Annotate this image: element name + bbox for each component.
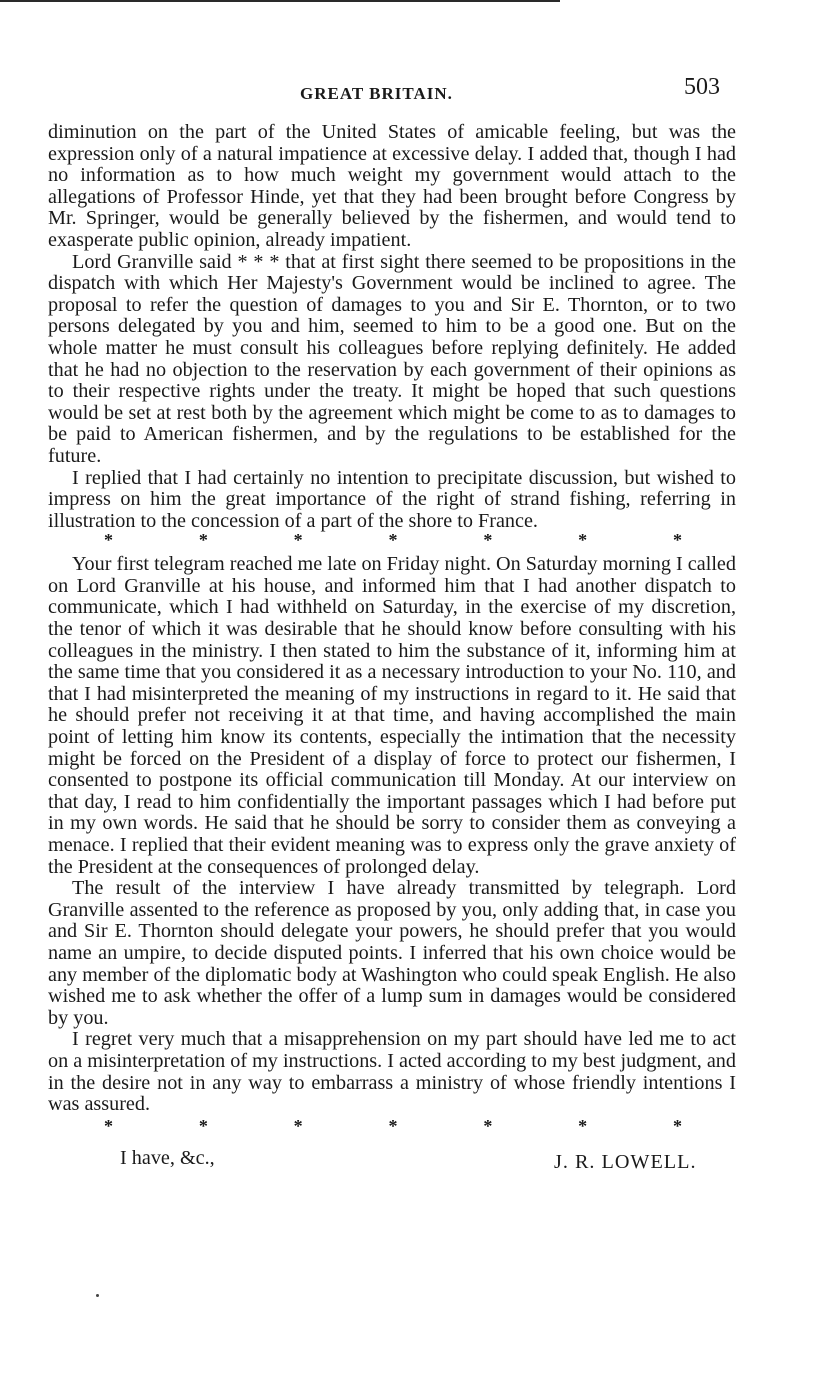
valediction: I have, &c., (120, 1146, 215, 1169)
asterisk: * (483, 530, 493, 551)
asterisk: * (483, 1115, 493, 1136)
letter-body (48, 122, 736, 1182)
asterisk-separator (48, 530, 736, 550)
paragraph: Lord Granville said * * * that at first sight there seemed to be propositions in the dispatch with which Her Majesty's Government would be inclined to agree. The proposal to refer the question of damages to you and Sir E. Thornton, or to two persons delegated by you and him, seemed to him to be a good one. But on the whole matter he must consult his colleagues before replying definitely. He added that he had no objection to the reservation by each government of their opinions as to their respective rights under the treaty. It might be hoped that such questions would be set at rest both by the agreement which might be come to as to damages to be paid to American fishermen, and by the regulations to be established for the future. (48, 250, 736, 467)
asterisk: * (104, 530, 113, 551)
asterisk: * (293, 1115, 303, 1136)
asterisk: * (198, 530, 208, 551)
signature: J. R. LOWELL. (554, 1150, 697, 1173)
paragraph: I regret very much that a misapprehension on my part should have led me to act on a misinterpretation of my instructions. I acted according to my best judgment, and in the desire not in any way to embarrass a ministry of whose friendly intentions I was assured. (48, 1028, 736, 1116)
paragraph-continued: diminution on the part of the United States of amicable feeling, but was the expression only of a natural impatience at excessive delay. I added that, though I had no information as to how much weight my government would attach to the allegations of Professor Hinde, yet that they had been brought before Congress by Mr. Springer, would be generally believed by the fishermen, and would tend to exasperate public opinion, already impatient. (48, 121, 736, 251)
asterisk: * (578, 1115, 588, 1136)
paragraph: Your first telegram reached me late on Friday night. On Saturday morning I called on Lord Granville at his house, and informed him that I had another dispatch to communicate, which I had withheld on Saturday, in the exercise of my discretion, the tenor of which it was desirable that he should know before consulting with his colleagues in the ministry. I then stated to him the substance of it, informing him at the same time that you considered it as a necessary introduction to your No. 110, and that I had misinterpreted the meaning of my instructions in regard to it. He said that he should prefer not receiving it at that time, and having accomplished the main point of letting him know its contents, especially the intimation that the necessity might be forced on the President of a display of force to protect our fishermen, I consented to postpone its official communication till Monday. At our interview on that day, I read to him confidentially the important passages which I had before put in my own words. He said that he should be sorry to consider them as conveying a menace. I replied that their evident meaning was to express only the grave anxiety of the President at the consequences of prolonged delay. (48, 553, 736, 878)
asterisk: * (672, 1115, 682, 1136)
asterisk: * (578, 530, 588, 551)
top-rule (0, 0, 560, 2)
stray-dot (96, 1294, 99, 1297)
page-number: 503 (684, 74, 720, 100)
running-head: GREAT BRITAIN. (300, 84, 453, 103)
asterisk: * (388, 530, 398, 551)
asterisk-separator (48, 1116, 736, 1136)
asterisk: * (198, 1115, 208, 1136)
letter-closing (48, 1142, 736, 1182)
asterisk: * (388, 1115, 398, 1136)
paragraph: The result of the interview I have already transmitted by telegraph. Lord Granville assented to the reference as proposed by you, only adding that, in case you and Sir E. Thornton should delegate your powers, he should prefer that you would name an umpire, to decide disputed points. I inferred that his own choice would be any member of the diplomatic body at Washington who could speak English. He also wished me to ask whether the offer of a lump sum in damages would be considered by you. (48, 877, 736, 1029)
asterisk: * (293, 530, 303, 551)
page-header (0, 74, 832, 110)
asterisk: * (672, 530, 682, 551)
asterisk: * (104, 1115, 113, 1136)
paragraph: I replied that I had certainly no intention to precipitate discussion, but wished to impress on him the great importance of the right of strand fishing, referring in illustration to the concession of a part of the shore to France. (48, 466, 736, 532)
